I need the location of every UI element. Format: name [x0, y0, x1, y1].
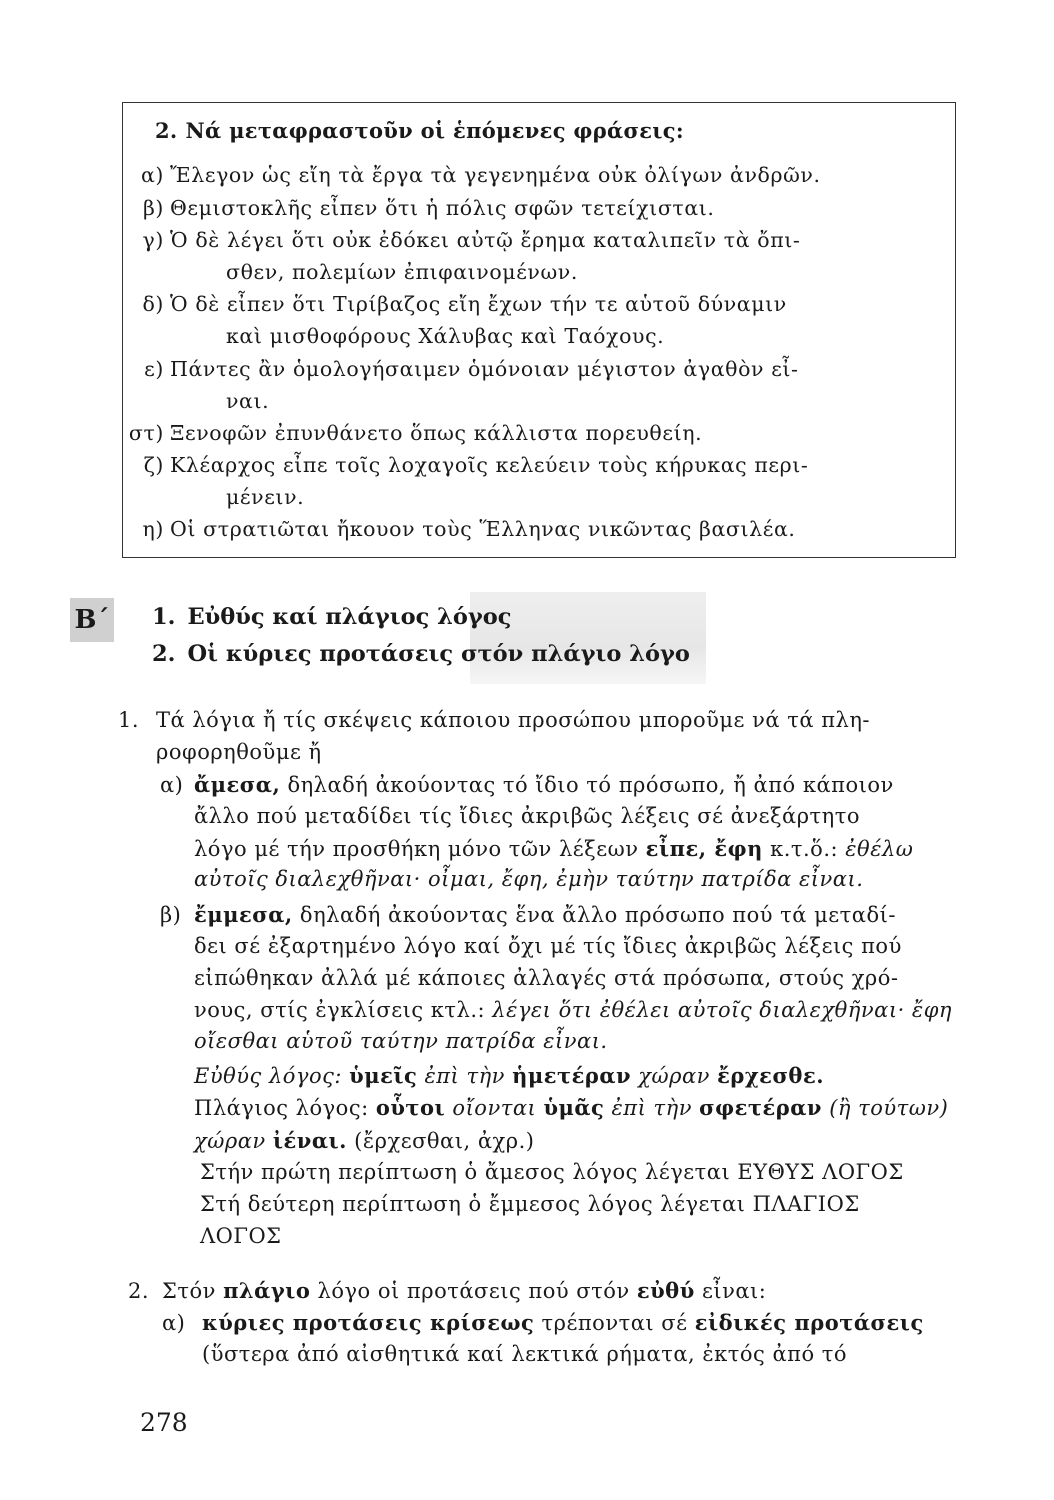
- alpha-line-4: αὐτοῖς διαλεχθῆναι· οἶμαι, ἔφη, ἐμὴν ταύτην πατρίδα εἶναι.: [194, 867, 864, 891]
- example-word: χώραν: [194, 1129, 266, 1153]
- beta-example: λέγει ὅτι ἐθέλει αὐτοῖς διαλεχθῆναι· ἔφη: [492, 998, 952, 1022]
- summary-line-3: ΛΟΓΟΣ: [200, 1224, 282, 1248]
- paragraph-number: 1.: [118, 708, 140, 732]
- exercise-item-c-cont: σθεν, πολεμίων ἐπιφαινομένων.: [226, 260, 578, 284]
- beta-text: νους, στίς ἐγκλίσεις κτλ.:: [194, 998, 486, 1022]
- exercise-item-c: [108, 228, 800, 252]
- summary-line-2: Στή δεύτερη περίπτωση ὁ ἔμμεσος λόγος λέγεται ΠΛΑΓΙΟΣ: [200, 1192, 860, 1216]
- exercise-item-e: [108, 357, 799, 381]
- example-word: οἴονται: [452, 1096, 537, 1120]
- example-word: ἐπὶ τὴν: [424, 1064, 505, 1088]
- item-mark: δ): [142, 292, 164, 316]
- direct-speech-example: [194, 1063, 824, 1088]
- exercise-number: 2.: [155, 118, 178, 143]
- alpha-line-1: [160, 772, 894, 797]
- exercise-item-e-cont: ναι.: [226, 389, 270, 413]
- paragraph-bold: πλάγιο: [223, 1278, 311, 1303]
- paragraph-bold: εὐθύ: [636, 1278, 695, 1303]
- topic-number: 2.: [152, 641, 176, 667]
- section-badge: Β΄: [70, 598, 114, 642]
- paragraph-text: λόγο οἱ προτάσεις πού στόν: [317, 1279, 630, 1303]
- exercise-heading: Νά μεταφραστοῦν οἱ ἑπόμενες φράσεις:: [185, 118, 684, 143]
- section-topic-1: [152, 604, 512, 630]
- example-word: ἐπὶ τὴν: [611, 1096, 692, 1120]
- paragraph-2-alpha-cont: (ὕστερα ἀπό αἰσθητικά καί λεκτικά ρήματα, ἐκτός ἀπό τό: [202, 1342, 848, 1366]
- example-word: ἰέναι.: [272, 1128, 347, 1153]
- alpha-text: δηλαδή ἀκούοντας τό ἴδιο τό πρόσωπο, ἤ ἀπό κάποιον: [287, 773, 894, 797]
- alpha-line-2: ἄλλο πού μεταδίδει τίς ἴδιες ἀκριβῶς λέξεις σέ ἀνεξάρτητο: [194, 804, 861, 828]
- paragraph-bold: κύριες προτάσεις κρίσεως: [202, 1310, 535, 1335]
- item-text: Ξενοφῶν ἐπυνθάνετο ὅπως κάλλιστα πορευθείη.: [170, 421, 703, 445]
- example-word: οὗτοι: [375, 1095, 446, 1120]
- alpha-mark: α): [160, 773, 184, 797]
- alpha-term: ἄμεσα,: [194, 772, 281, 797]
- example-word: χώραν: [638, 1064, 710, 1088]
- exercise-item-b: [108, 196, 715, 220]
- item-mark: ε): [144, 357, 164, 381]
- paragraph-text: Στόν: [162, 1279, 216, 1303]
- exercise-item-h: [108, 517, 796, 541]
- alpha-text: λόγο μέ τήν προσθήκη μόνο τῶν λέξεων: [194, 837, 639, 861]
- paragraph-text: Τά λόγια ἤ τίς σκέψεις κάποιου προσώπου μποροῦμε νά τά πλη-: [156, 708, 870, 732]
- item-mark: γ): [142, 228, 164, 252]
- alpha-bold-words: εἶπε, ἔφη: [645, 836, 763, 861]
- beta-line-5: οἴεσθαι αὑτοῦ ταύτην πατρίδα εἶναι.: [194, 1029, 608, 1053]
- beta-mark: β): [160, 903, 182, 927]
- paragraph-text: τρέπονται σέ: [541, 1311, 688, 1335]
- section-topic-2: [152, 641, 690, 667]
- item-mark: η): [142, 517, 164, 541]
- item-text: Πάντες ἂν ὁμολογήσαιμεν ὁμόνοιαν μέγιστον ἀγαθὸν εἶ-: [170, 357, 799, 381]
- topic-number: 1.: [152, 604, 176, 630]
- exercise-item-st: [108, 421, 702, 445]
- indirect-speech-example: [194, 1095, 948, 1120]
- page-number: 278: [140, 1408, 188, 1437]
- item-text: Οἱ στρατιῶται ἤκουον τοὺς Ἕλληνας νικῶντας βασιλέα.: [170, 517, 796, 541]
- alpha-example-start: ἐθέλω: [845, 837, 914, 861]
- exercise-item-d: [108, 292, 787, 316]
- example-note: (ἔρχεσθαι, ἀχρ.): [354, 1129, 535, 1153]
- paragraph-bold: εἰδικές προτάσεις: [694, 1310, 924, 1335]
- paragraph-text: εἶναι:: [701, 1279, 767, 1303]
- beta-line-2: δει σέ ἐξαρτημένο λόγο καί ὄχι μέ τίς ἴδιες ἀκριβῶς λέξεις πού: [194, 934, 902, 958]
- paragraph-1-line-1: [118, 708, 870, 732]
- beta-text: δηλαδή ἀκούοντας ἕνα ἄλλο πρόσωπο πού τά μεταδί-: [299, 903, 896, 927]
- topic-title: Οἱ κύριες προτάσεις στόν πλάγιο λόγο: [187, 641, 690, 667]
- example-word: ἡμετέραν: [512, 1063, 632, 1088]
- example-word: ἔρχεσθε.: [717, 1063, 825, 1088]
- paragraph-number: 2.: [128, 1279, 150, 1303]
- exercise-title: [155, 118, 684, 143]
- beta-term: ἔμμεσα,: [194, 902, 293, 927]
- topic-title: Εὐθύς καί πλάγιος λόγος: [187, 604, 512, 630]
- paragraph-2-alpha: [162, 1310, 924, 1335]
- exercise-item-d-cont: καὶ μισθοφόρους Χάλυβας καὶ Ταόχους.: [226, 324, 665, 348]
- direct-label: Εὐθύς λόγος:: [194, 1064, 342, 1088]
- item-text: Θεμιστοκλῆς εἶπεν ὅτι ἡ πόλις σφῶν τετείχισται.: [170, 196, 715, 220]
- beta-line-4: [194, 998, 952, 1022]
- alpha-mark: α): [162, 1311, 186, 1335]
- alpha-abbrev: κ.τ.ὅ.:: [770, 837, 839, 861]
- item-text: Ἔλεγον ὡς εἴη τὰ ἔργα τὰ γεγενημένα οὐκ ὀλίγων ἀνδρῶν.: [170, 163, 821, 187]
- alpha-line-3: [194, 836, 913, 861]
- item-mark: ζ): [143, 453, 164, 477]
- example-word: ὑμεῖς: [349, 1063, 418, 1088]
- example-word: ὑμᾶς: [543, 1095, 605, 1120]
- paragraph-2-line-1: [128, 1278, 766, 1303]
- beta-line-1: [160, 902, 896, 927]
- item-mark: β): [142, 196, 164, 220]
- exercise-item-z: [108, 453, 808, 477]
- item-text: Κλέαρχος εἶπε τοῖς λοχαγοῖς κελεύειν τοὺς κήρυκας περι-: [170, 453, 809, 477]
- item-mark: στ): [128, 421, 164, 445]
- item-text: Ὁ δὲ εἶπεν ὅτι Τιρίβαζος εἴη ἔχων τήν τε αὑτοῦ δύναμιν: [170, 292, 787, 316]
- exercise-item-z-cont: μένειν.: [226, 485, 305, 509]
- indirect-speech-example-cont: [194, 1128, 534, 1153]
- paragraph-1-line-2: ροφορηθοῦμε ἤ: [156, 740, 322, 764]
- example-word: (ἢ τούτων): [829, 1096, 949, 1120]
- summary-line-1: Στήν πρώτη περίπτωση ὁ ἄμεσος λόγος λέγεται ΕΥΘΥΣ ΛΟΓΟΣ: [200, 1160, 904, 1184]
- item-mark: α): [140, 163, 164, 187]
- indirect-label: Πλάγιος λόγος:: [194, 1096, 369, 1120]
- item-text: Ὁ δὲ λέγει ὅτι οὐκ ἐδόκει αὐτῷ ἔρημα καταλιπεῖν τὰ ὄπι-: [170, 228, 801, 252]
- beta-line-3: εἰπώθηκαν ἀλλά μέ κάποιες ἀλλαγές στά πρόσωπα, στούς χρό-: [194, 966, 899, 990]
- exercise-item-a: [108, 163, 821, 187]
- example-word: σφετέραν: [699, 1095, 822, 1120]
